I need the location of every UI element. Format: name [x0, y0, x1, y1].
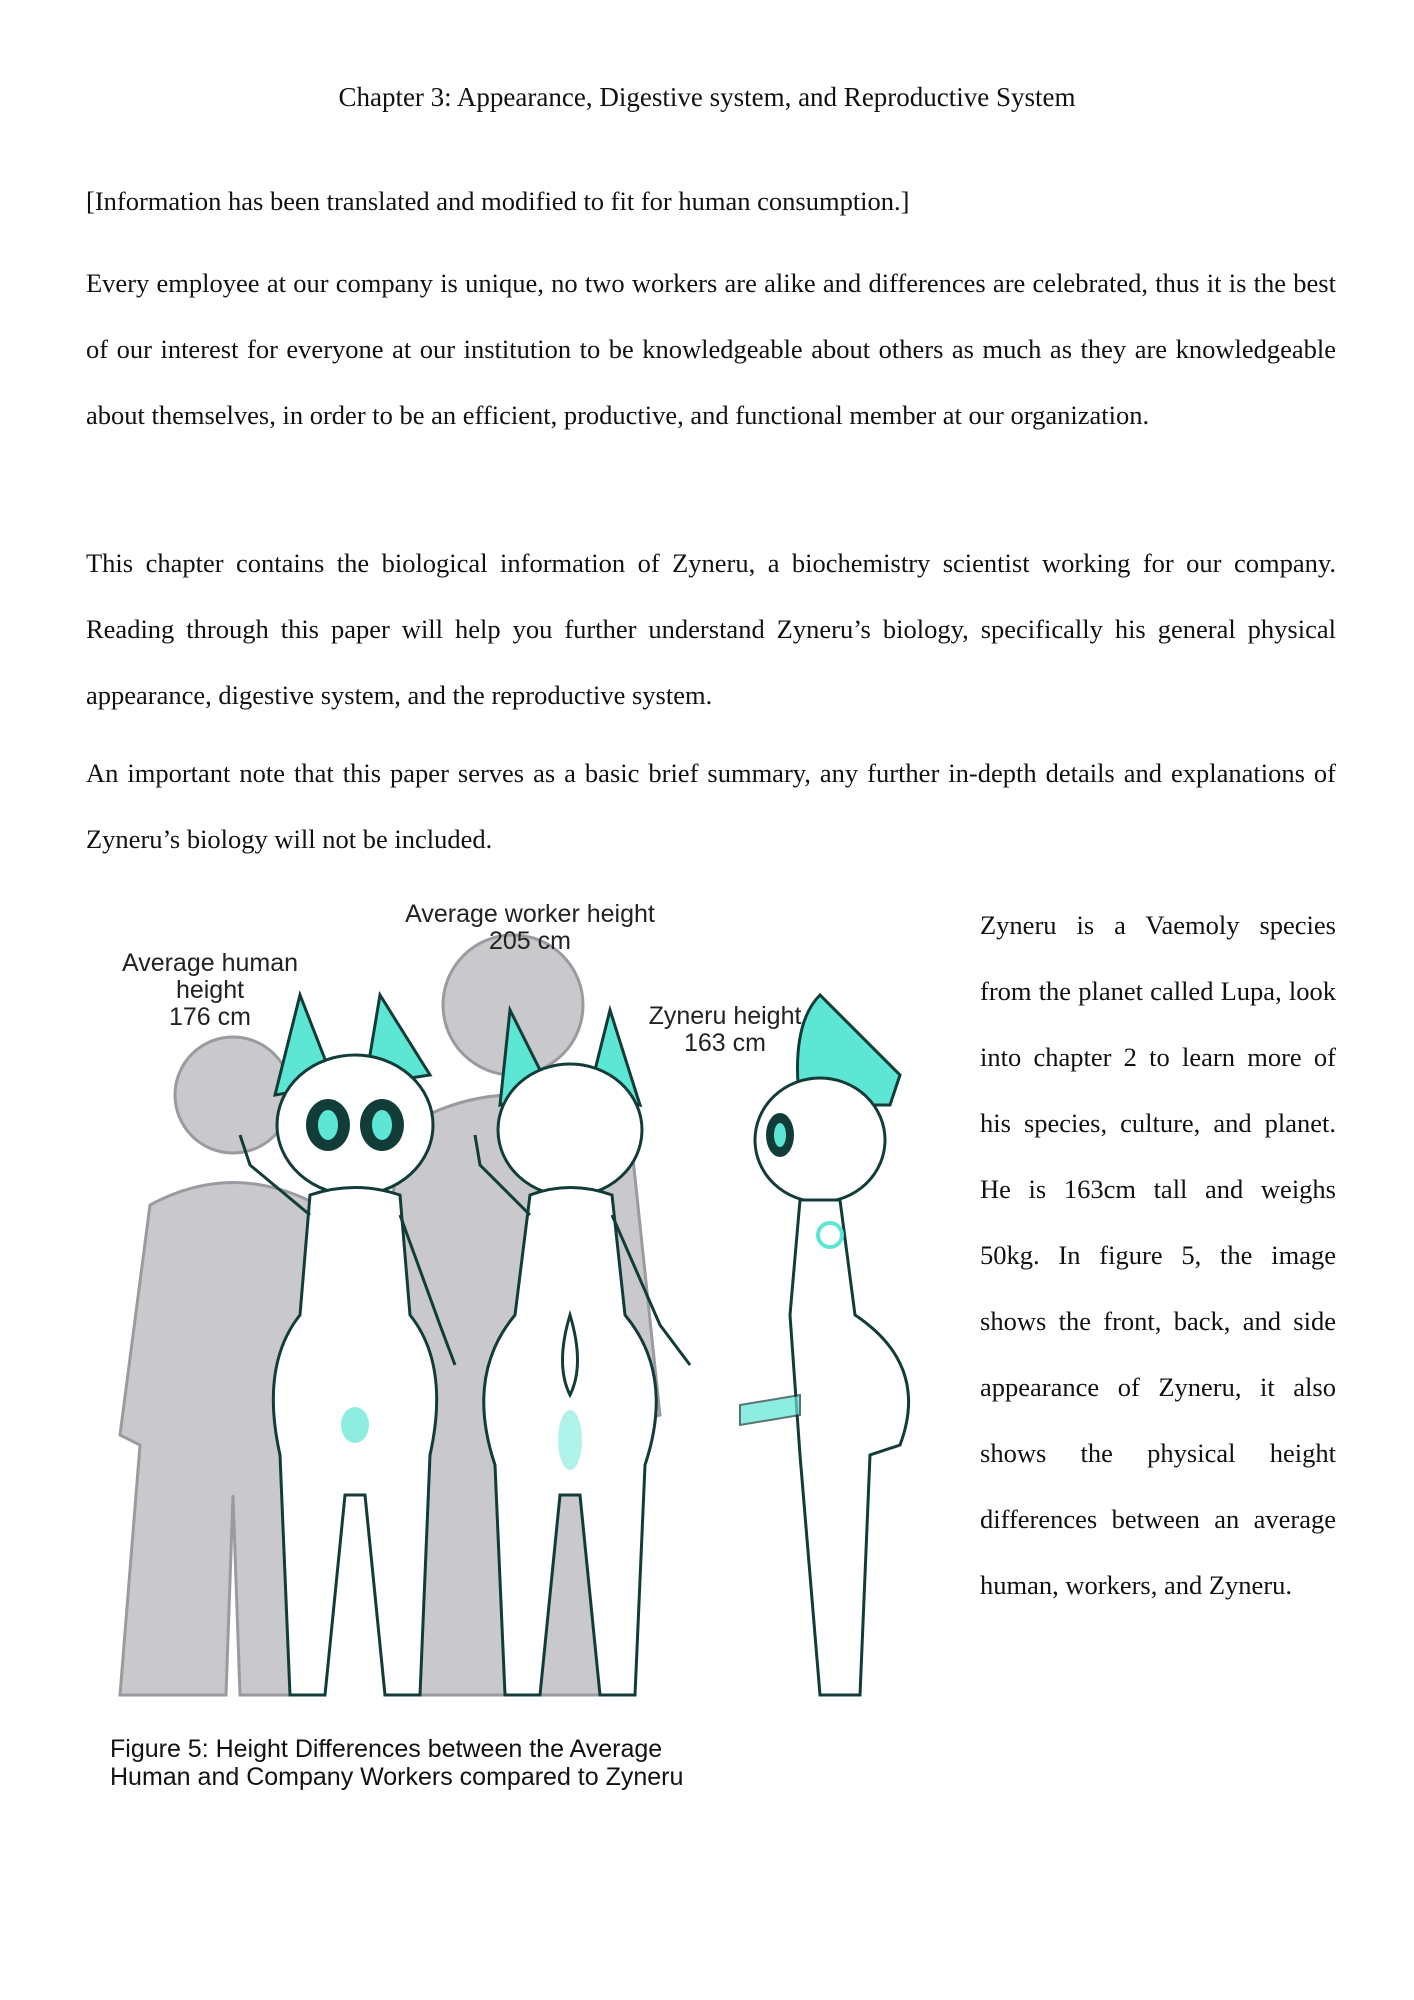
- human-height-label: [110, 950, 310, 1031]
- figure-caption-line-2: Human and Company Workers compared to Zyneru: [110, 1763, 684, 1791]
- intro-paragraph: Every employee at our company is unique, no two workers are alike and differences are celebrated, thus it is the best of our interest for everyone at our institution to be knowledgeable about others as much as they are knowledgeable about themselves, in order to be an efficient, productive, and functional member at our organization.: [86, 268, 1336, 430]
- chapter-summary-paragraph: This chapter contains the biological information of Zyneru, a biochemistry scientist working for our company. Reading through this paper will help you further understand Zyneru’s biology, specifically his general physical appearance, digestive system, and the reproductive system.: [86, 548, 1336, 710]
- human-height-label-line-3: 176 cm: [169, 1003, 251, 1031]
- figure-caption-line-1: Figure 5: Height Differences between the Average: [110, 1735, 663, 1763]
- figure-5: [100, 895, 960, 1735]
- human-height-label-line-1: Average human: [121, 949, 299, 977]
- worker-height-label: [380, 901, 680, 955]
- figure-caption: [110, 1735, 810, 1791]
- zyneru-height-label-line-2: 163 cm: [684, 1029, 766, 1057]
- zyneru-height-label-line-1: Zyneru height: [648, 1002, 802, 1030]
- chapter-title: Chapter 3: Appearance, Digestive system, and Reproductive System: [338, 82, 1076, 112]
- note-paragraph: An important note that this paper serves as a basic brief summary, any further in-depth details and explanations of Zyneru’s biology will not be included.: [86, 758, 1336, 854]
- human-height-label-line-2: height: [175, 976, 245, 1004]
- worker-height-label-line-2: 205 cm: [489, 927, 571, 955]
- zyneru-side-view: [740, 995, 909, 1695]
- zyneru-height-label: [630, 1003, 820, 1057]
- worker-height-label-line-1: Average worker height: [405, 900, 655, 928]
- translation-note: [Information has been translated and modified to fit for human consumption.]: [86, 186, 910, 216]
- zyneru-description: Zyneru is a Vaemoly species from the planet called Lupa, look into chapter 2 to learn more of his species, culture, and planet. He is 163cm tall and weighs 50kg. In figure 5, the image shows the front, back, and side appearance of Zyneru, it also shows the physical height differences between an average human, workers, and Zyneru.: [980, 910, 1336, 1600]
